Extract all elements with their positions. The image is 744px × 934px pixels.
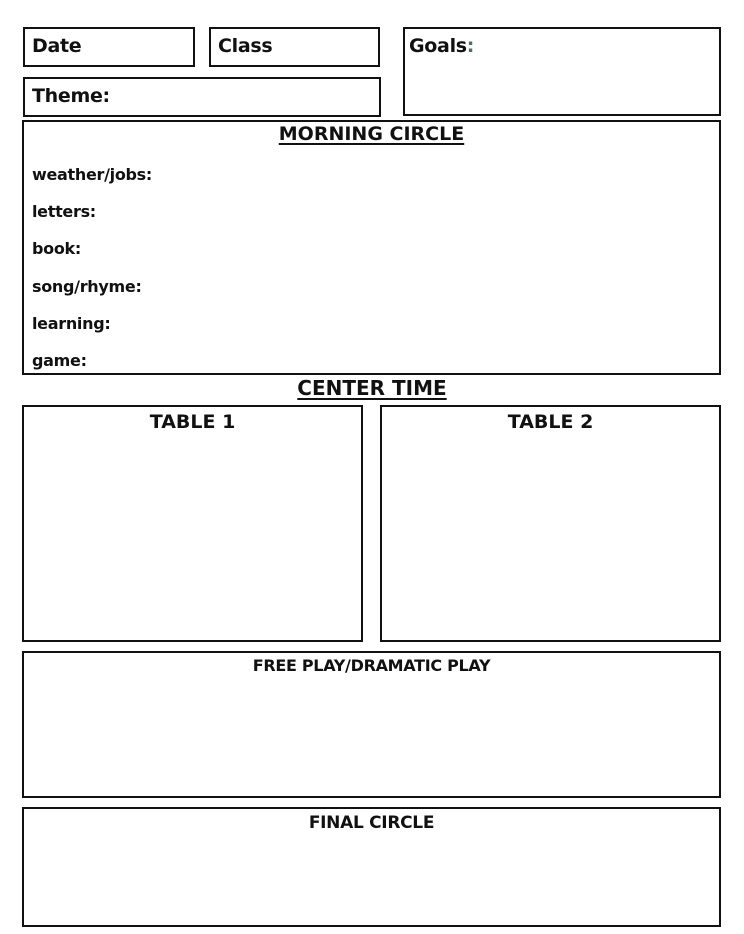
morning-circle-box: [22, 120, 721, 375]
center-time-title: CENTER TIME: [297, 376, 447, 400]
class-label: Class: [218, 35, 273, 57]
table-2-label: TABLE 2: [507, 411, 594, 433]
goals-label-text: Goals: [409, 35, 467, 57]
theme-box[interactable]: [23, 77, 381, 117]
class-box[interactable]: [209, 27, 380, 67]
morning-item-learning[interactable]: learning:: [32, 314, 111, 333]
goals-box[interactable]: [403, 27, 721, 116]
morning-circle-title: MORNING CIRCLE: [278, 123, 465, 145]
free-play-title: FREE PLAY/DRAMATIC PLAY: [252, 656, 491, 675]
table-2-box[interactable]: [380, 405, 721, 642]
free-play-box[interactable]: [22, 651, 721, 798]
morning-item-game[interactable]: game:: [32, 351, 87, 370]
final-circle-box[interactable]: [22, 807, 721, 927]
goals-colon: :: [466, 35, 475, 57]
date-label: Date: [32, 35, 82, 57]
table-1-label: TABLE 1: [149, 411, 236, 433]
final-circle-title: FINAL CIRCLE: [308, 813, 435, 833]
goals-label: [409, 35, 474, 57]
morning-item-weather[interactable]: weather/jobs:: [32, 165, 153, 184]
morning-item-book[interactable]: book:: [32, 239, 81, 258]
morning-item-letters[interactable]: letters:: [32, 202, 96, 221]
theme-label: Theme:: [32, 85, 110, 107]
date-box[interactable]: [23, 27, 195, 67]
morning-item-song[interactable]: song/rhyme:: [32, 277, 142, 296]
table-1-box[interactable]: [22, 405, 363, 642]
